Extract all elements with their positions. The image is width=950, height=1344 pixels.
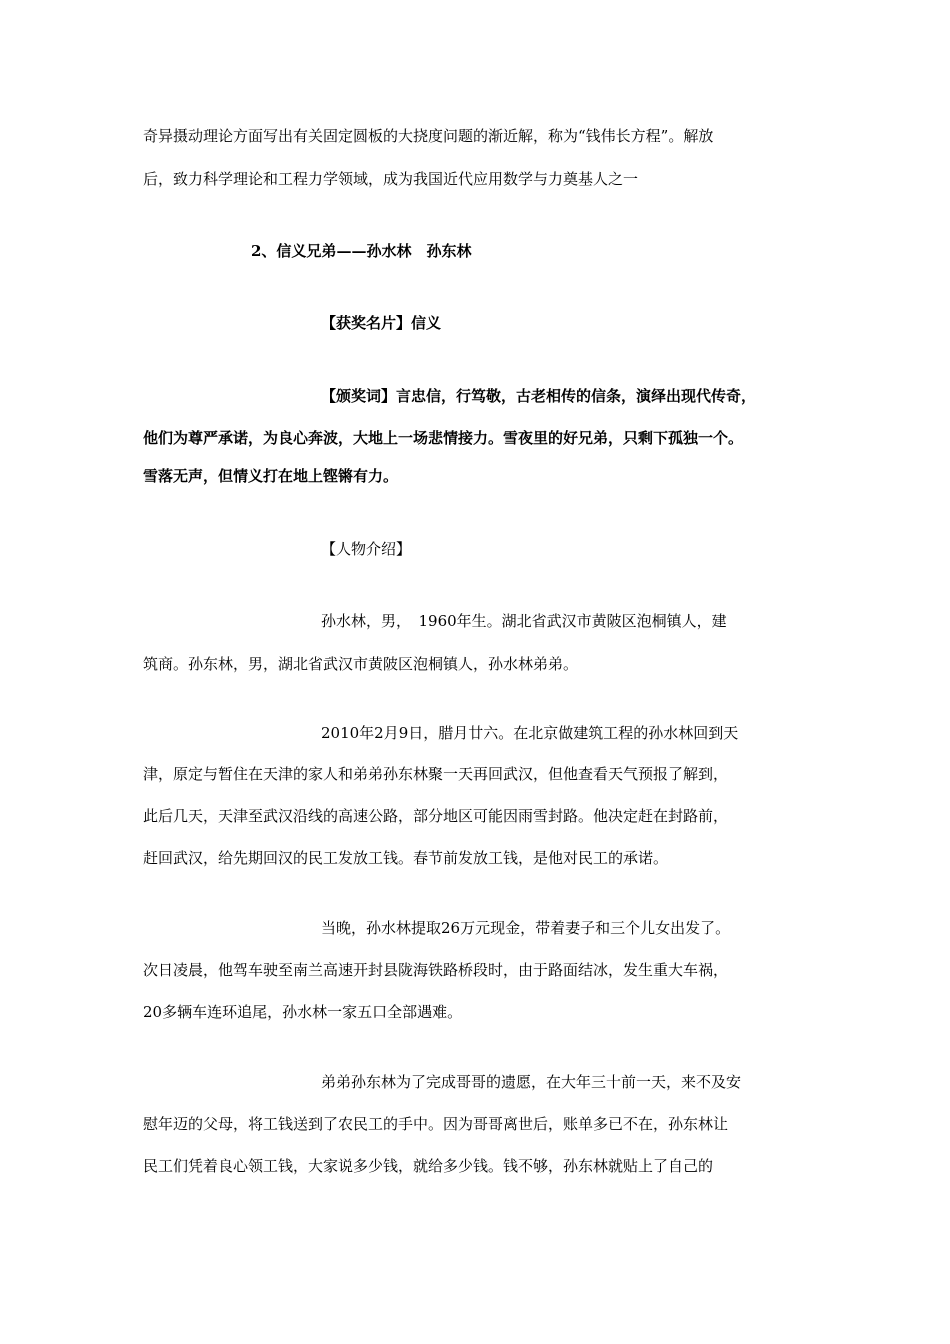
- paragraph-line: 后，致力科学理论和工程力学领域，成为我国近代应用数学与力奠基人之一: [143, 170, 639, 188]
- paragraph-line: 民工们凭着良心领工钱，大家说多少钱，就给多少钱。钱不够，孙东林就贴上了自己的: [143, 1157, 714, 1175]
- award-card-label: 【获奖名片】信义: [321, 314, 442, 332]
- paragraph-line: 赶回武汉，给先期回汉的民工发放工钱。春节前发放工钱，是他对民工的承诺。: [143, 849, 669, 867]
- paragraph-line: 20多辆车连环追尾，孙水林一家五口全部遇难。: [143, 1003, 463, 1021]
- paragraph-line: 慰年迈的父母，将工钱送到了农民工的手中。因为哥哥离世后，账单多已不在，孙东林让: [143, 1115, 729, 1133]
- paragraph-line: 当晚，孙水林提取26万元现金，带着妻子和三个儿女出发了。: [321, 919, 731, 937]
- paragraph-line: 此后几天，天津至武汉沿线的高速公路，部分地区可能因雨雪封路。他决定赶在封路前，: [143, 807, 729, 825]
- citation-line: 雪落无声，但情义打在地上铿锵有力。: [143, 467, 399, 485]
- paragraph-line: 2010年2月9日，腊月廿六。在北京做建筑工程的孙水林回到天: [321, 724, 739, 742]
- paragraph-line: 奇异摄动理论方面写出有关固定圆板的大挠度问题的渐近解，称为“钱伟长方程”。解放: [143, 127, 714, 145]
- citation-line: 【颁奖词】言忠信，行笃敬，古老相传的信条，演绎出现代传奇，: [321, 387, 757, 405]
- paragraph-line: 弟弟孙东林为了完成哥哥的遗愿，在大年三十前一天，来不及安: [321, 1073, 742, 1091]
- intro-label: 【人物介绍】: [321, 540, 412, 558]
- paragraph-line: 津，原定与暂住在天津的家人和弟弟孙东林聚一天再回武汉，但他查看天气预报了解到，: [143, 765, 729, 783]
- paragraph-line: 筑商。孙东林，男，湖北省武汉市黄陂区泡桐镇人，孙水林弟弟。: [143, 655, 579, 673]
- paragraph-line: 次日凌晨，他驾车驶至南兰高速开封县陇海铁路桥段时，由于路面结冰，发生重大车祸，: [143, 961, 729, 979]
- paragraph-line: 孙水林，男， 1960年生。湖北省武汉市黄陂区泡桐镇人，建: [321, 612, 727, 630]
- section-heading: 2、信义兄弟——孙水林 孙东林: [251, 242, 472, 260]
- citation-line: 他们为尊严承诺，为良心奔波，大地上一场悲情接力。雪夜里的好兄弟，只剩下孤独一个。: [143, 429, 744, 447]
